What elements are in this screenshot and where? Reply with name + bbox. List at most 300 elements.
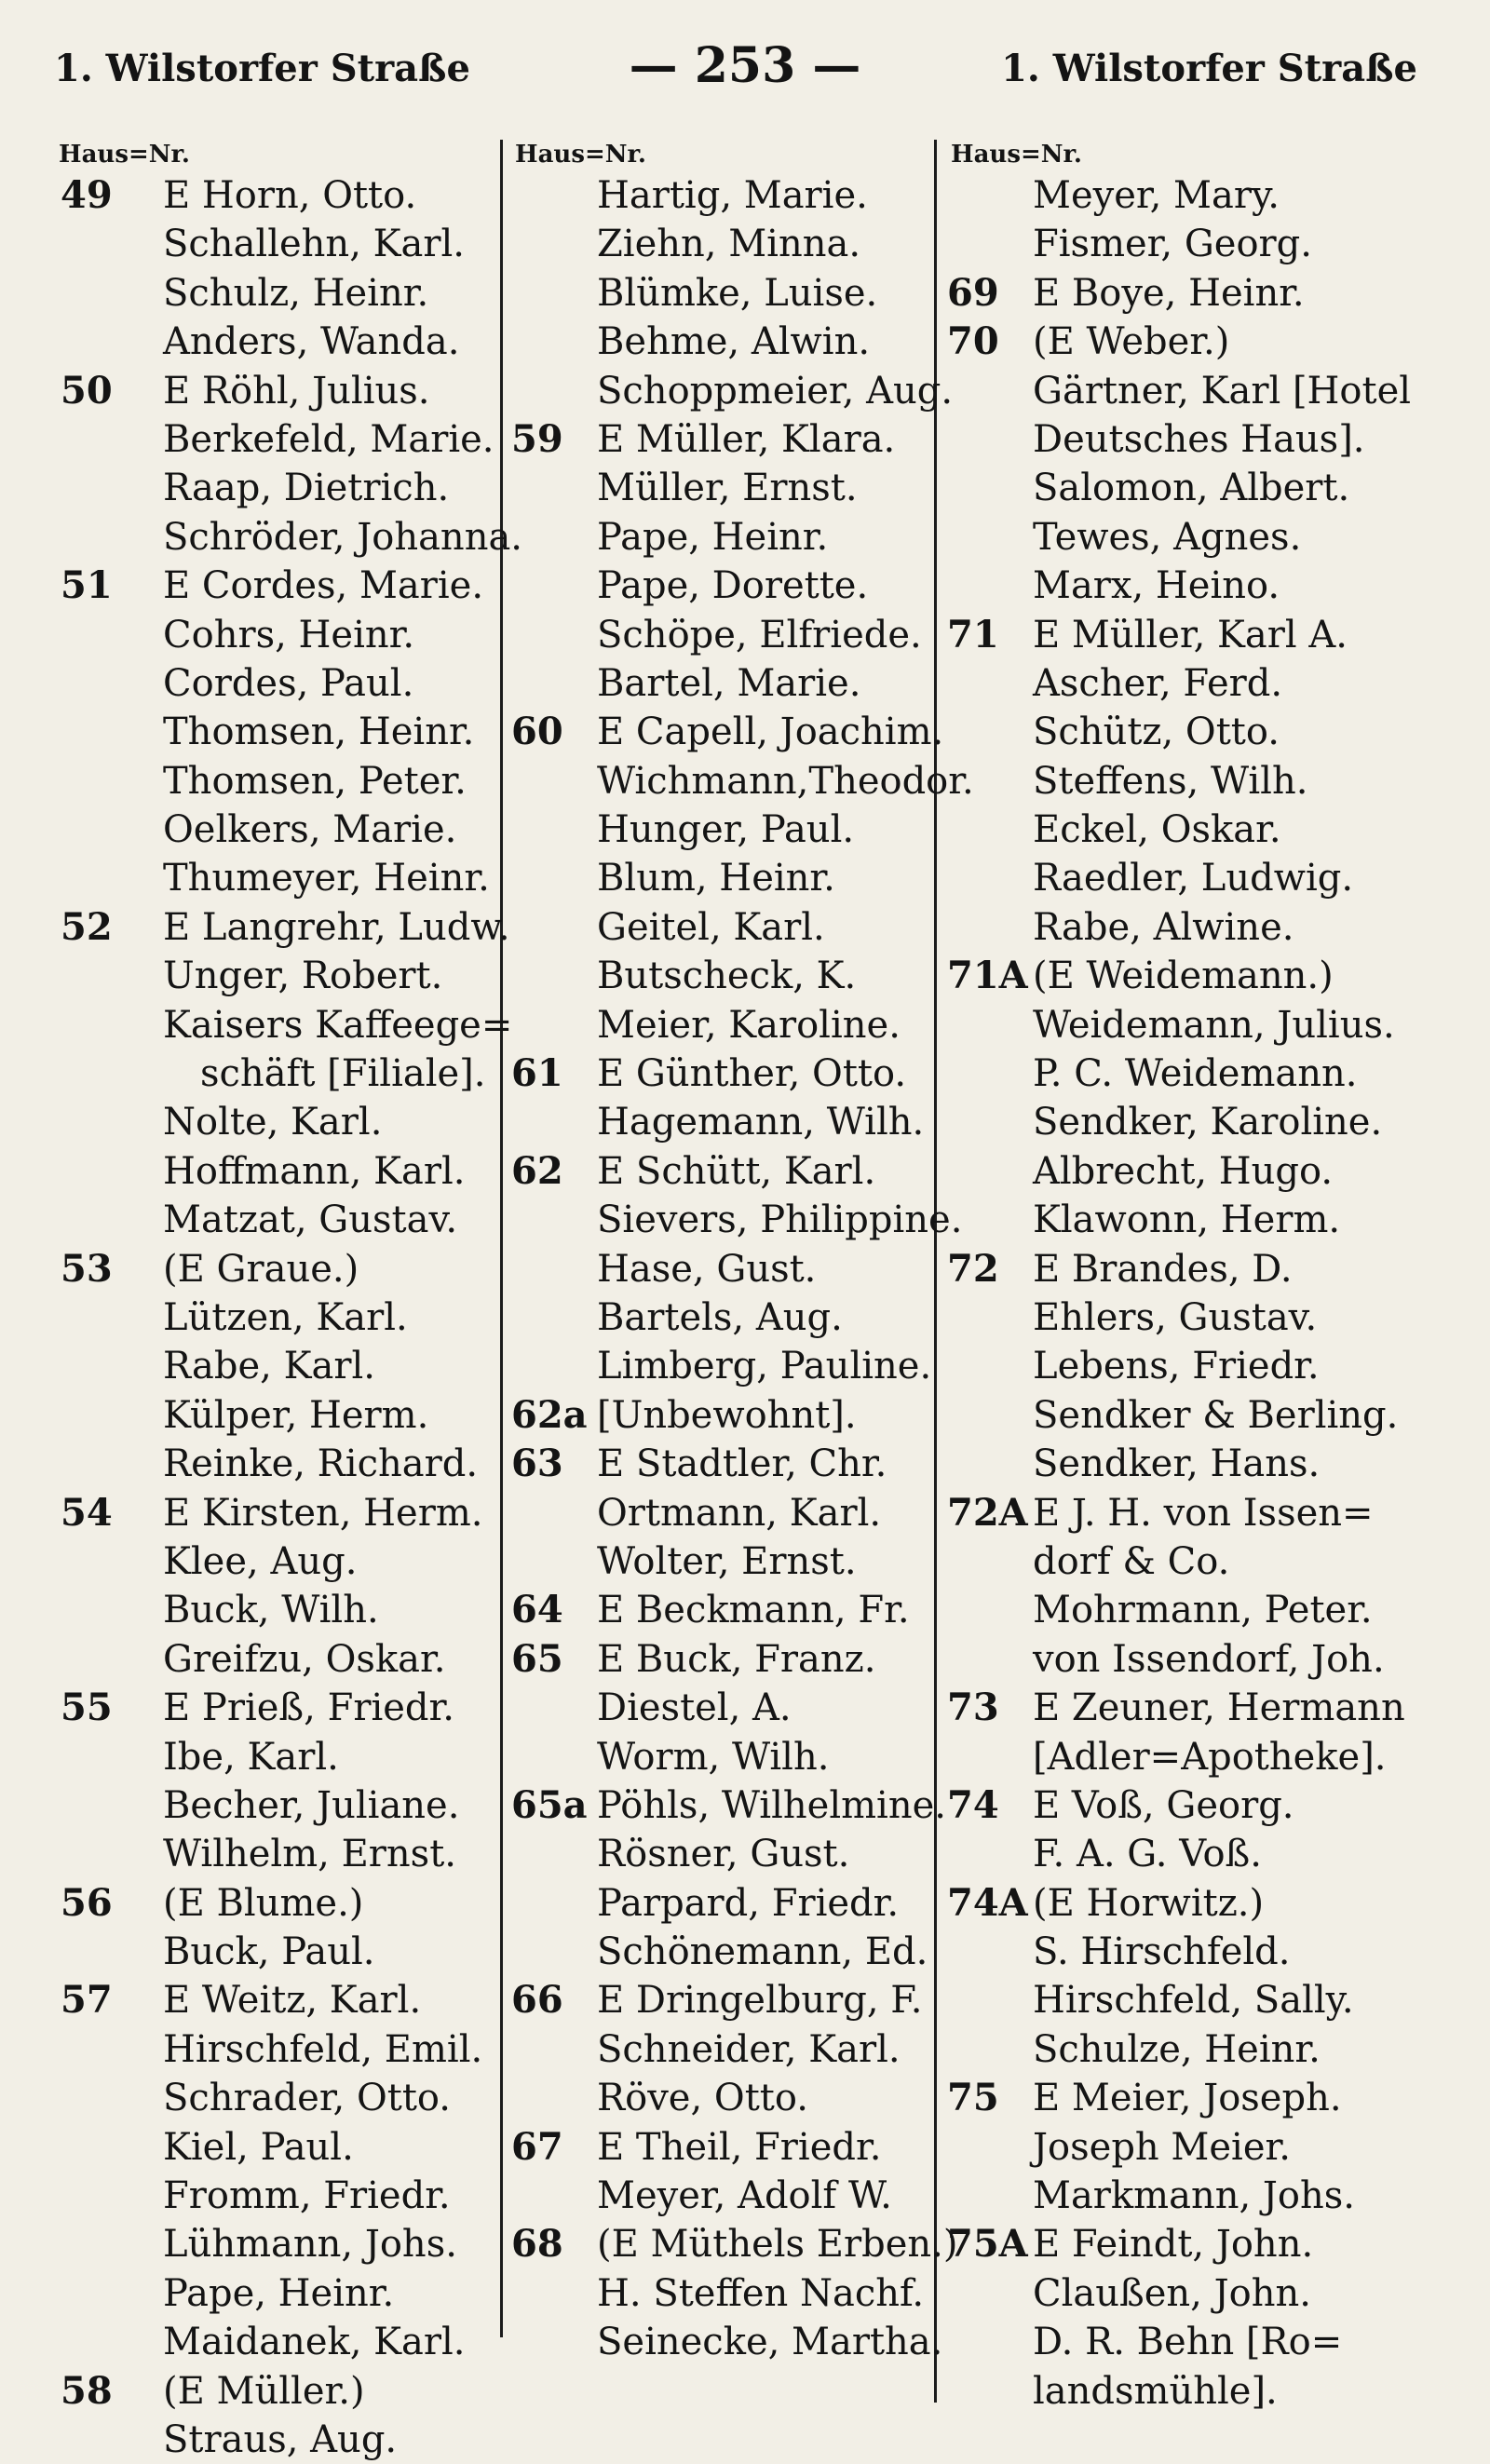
resident-name: Schröder, Johanna. <box>163 515 523 559</box>
directory-entry <box>943 1537 1465 1586</box>
house-number: 65a <box>511 1782 588 1827</box>
directory-entry <box>943 757 1465 806</box>
directory-entry <box>508 367 954 415</box>
directory-entry <box>51 1342 508 1390</box>
directory-entry <box>943 1830 1465 1878</box>
directory-entry <box>51 1245 508 1293</box>
directory-entry <box>943 1635 1465 1684</box>
house-number: 74 <box>947 1782 999 1827</box>
house-number: 56 <box>61 1880 113 1925</box>
resident-name: Meyer, Adolf W. <box>597 2174 892 2218</box>
directory-entry <box>51 903 508 952</box>
resident-name: Hirschfeld, Sally. <box>1033 1979 1354 2023</box>
resident-name: Marx, Heino. <box>1033 564 1280 608</box>
resident-name: Greifzu, Oskar. <box>163 1637 446 1681</box>
resident-name: E J. H. von Issen= <box>1033 1491 1374 1535</box>
resident-name: Oelkers, Marie. <box>163 808 457 852</box>
resident-name: Parpard, Friedr. <box>597 1881 900 1925</box>
house-number: 75 <box>947 2076 999 2120</box>
resident-name: Kaisers Kaffeege= <box>163 1003 513 1047</box>
directory-entry <box>51 659 508 708</box>
house-number: 61 <box>511 1051 563 1096</box>
directory-entry <box>943 1001 1465 1049</box>
resident-name: Tewes, Agnes. <box>1033 515 1302 559</box>
resident-name: Nolte, Karl. <box>163 1101 383 1144</box>
resident-name: E Schütt, Karl. <box>597 1149 876 1193</box>
resident-name: [Unbewohnt]. <box>597 1393 857 1437</box>
house-number: 67 <box>511 2124 563 2169</box>
resident-name: Berkefeld, Marie. <box>163 417 494 461</box>
directory-entry <box>943 1489 1465 1537</box>
resident-name: Eckel, Oskar. <box>1033 808 1281 852</box>
resident-name: E Theil, Friedr. <box>597 2125 882 2169</box>
house-number: 51 <box>61 563 113 608</box>
house-number: 68 <box>511 2222 563 2267</box>
directory-entry <box>508 1635 943 1684</box>
directory-entry <box>508 2074 943 2122</box>
house-number: 53 <box>61 1246 113 1291</box>
directory-entry <box>508 903 943 952</box>
resident-name: Meyer, Mary. <box>1033 174 1280 217</box>
resident-name: P. C. Weidemann. <box>1033 1052 1358 1096</box>
resident-name: (E Müller.) <box>163 2369 365 2413</box>
resident-name: Sendker, Karoline. <box>1033 1101 1383 1144</box>
directory-entry <box>508 952 943 1000</box>
resident-name: Sendker, Hans. <box>1033 1442 1321 1486</box>
resident-name: Reinke, Richard. <box>163 1442 479 1486</box>
directory-entry <box>943 2220 1465 2268</box>
directory-entry <box>943 1147 1465 1196</box>
directory-entry <box>508 2172 943 2220</box>
resident-name: Ortmann, Karl. <box>597 1491 882 1535</box>
resident-name: E Beckmann, Fr. <box>597 1589 910 1632</box>
directory-entry <box>943 1879 1465 1928</box>
directory-entry <box>51 2074 508 2122</box>
directory-entry <box>51 1001 513 1049</box>
directory-entry <box>51 318 508 366</box>
resident-name: Thomsen, Heinr. <box>163 711 475 754</box>
directory-entry <box>943 1781 1465 1830</box>
resident-name: (E Weidemann.) <box>1033 954 1334 998</box>
directory-entry <box>51 1879 508 1928</box>
resident-name: Ehlers, Gustav. <box>1033 1295 1318 1339</box>
resident-name: Deutsches Haus]. <box>1033 417 1365 461</box>
resident-name: Thomsen, Peter. <box>163 759 467 803</box>
directory-entry <box>508 1293 943 1342</box>
directory-entry <box>943 854 1465 902</box>
house-number: 70 <box>947 319 999 364</box>
resident-name: Butscheck, K. <box>597 954 857 998</box>
column-heading: Haus=Nr. <box>59 141 190 169</box>
directory-entry <box>943 1733 1465 1781</box>
resident-name: Rösner, Gust. <box>597 1833 850 1876</box>
directory-entry <box>508 2220 958 2268</box>
resident-name: schäft [Filiale]. <box>200 1052 486 1096</box>
resident-name: E Prieß, Friedr. <box>163 1686 454 1730</box>
directory-entry <box>943 1440 1465 1488</box>
resident-name: Sievers, Philippine. <box>597 1198 963 1242</box>
resident-name: Pape, Dorette. <box>597 564 869 608</box>
directory-entry <box>508 1976 943 2024</box>
resident-name: Geitel, Karl. <box>597 905 825 949</box>
resident-name: Buck, Wilh. <box>163 1589 379 1632</box>
house-number: 62 <box>511 1148 563 1193</box>
directory-entry <box>51 513 523 562</box>
directory-entry <box>943 269 1465 318</box>
directory-entry <box>51 1781 508 1830</box>
directory-entry <box>943 2318 1465 2366</box>
column-heading: Haus=Nr. <box>515 141 646 169</box>
directory-entry <box>51 1049 508 1098</box>
resident-name: Schulze, Heinr. <box>1033 2027 1321 2071</box>
resident-name: Fismer, Georg. <box>1033 223 1312 266</box>
resident-name: Matzat, Gustav. <box>163 1198 458 1242</box>
directory-entry <box>508 708 943 756</box>
directory-entry <box>51 1928 508 1976</box>
resident-name: Sendker & Berling. <box>1033 1393 1399 1437</box>
directory-entry <box>943 2025 1465 2074</box>
directory-entry <box>51 1830 508 1878</box>
directory-entry <box>51 269 508 318</box>
resident-name: Wolter, Ernst. <box>597 1539 857 1583</box>
directory-entry <box>51 1586 508 1634</box>
directory-entry <box>943 1293 1465 1342</box>
directory-entry <box>508 318 943 366</box>
resident-name: Seinecke, Martha. <box>597 2321 943 2364</box>
resident-name: Albrecht, Hugo. <box>1033 1149 1334 1193</box>
directory-entry <box>51 2123 508 2172</box>
house-number: 60 <box>511 710 563 754</box>
directory-entry <box>51 415 508 464</box>
directory-entry <box>508 611 943 659</box>
resident-name: Lühmann, Johs. <box>163 2223 457 2267</box>
column-heading: Haus=Nr. <box>951 141 1082 169</box>
directory-entry <box>51 2318 508 2366</box>
resident-name: E Müller, Klara. <box>597 417 896 461</box>
directory-entry <box>943 367 1465 415</box>
resident-name: E Langrehr, Ludw. <box>163 905 510 949</box>
resident-name: Limberg, Pauline. <box>597 1345 932 1388</box>
directory-entry <box>943 464 1465 512</box>
resident-name: Unger, Robert. <box>163 954 443 998</box>
resident-name: Pape, Heinr. <box>163 2271 395 2315</box>
resident-name: E Capell, Joachim. <box>597 711 944 754</box>
directory-entry <box>51 854 508 902</box>
resident-name: landsmühle]. <box>1033 2369 1278 2413</box>
house-number: 71A <box>947 954 1028 998</box>
directory-entry <box>51 171 508 220</box>
directory-entry <box>943 1049 1465 1098</box>
resident-name: Behme, Alwin. <box>597 320 871 364</box>
resident-name: Müller, Ernst. <box>597 467 858 510</box>
resident-name: von Issendorf, Joh. <box>1033 1637 1385 1681</box>
directory-entry <box>943 220 1465 268</box>
resident-name: H. Steffen Nachf. <box>597 2271 925 2315</box>
resident-name: E Horn, Otto. <box>163 174 417 217</box>
directory-entry <box>51 1733 508 1781</box>
resident-name: Raedler, Ludwig. <box>1033 857 1354 900</box>
directory-entry <box>943 1098 1465 1146</box>
page-number: — 253 — <box>629 37 861 94</box>
resident-name: Hase, Gust. <box>597 1247 817 1291</box>
directory-entry <box>943 806 1465 854</box>
resident-name: Schönemann, Ed. <box>597 1930 928 1974</box>
resident-name: Pape, Heinr. <box>597 515 829 559</box>
resident-name: Lebens, Friedr. <box>1033 1345 1320 1388</box>
resident-name: E Meier, Joseph. <box>1033 2077 1342 2120</box>
directory-entry <box>51 367 508 415</box>
resident-name: S. Hirschfeld. <box>1033 1930 1291 1974</box>
directory-entry <box>508 2123 943 2172</box>
resident-name: (E Graue.) <box>163 1247 359 1291</box>
directory-entry <box>943 952 1465 1000</box>
directory-entry <box>508 562 943 610</box>
house-number: 57 <box>61 1978 113 2023</box>
directory-entry <box>508 1049 943 1098</box>
directory-entry <box>943 2172 1465 2220</box>
directory-entry <box>508 1830 943 1878</box>
directory-entry <box>508 1586 943 1634</box>
directory-entry <box>943 318 1465 366</box>
directory-entry <box>51 1391 508 1440</box>
directory-entry <box>943 2269 1465 2318</box>
directory-entry <box>508 806 943 854</box>
resident-name: Wichmann,Theodor. <box>597 759 974 803</box>
directory-entry <box>943 611 1465 659</box>
resident-name: Hartig, Marie. <box>597 174 868 217</box>
directory-entry <box>508 1391 943 1440</box>
directory-entry <box>508 659 943 708</box>
directory-entry <box>943 562 1465 610</box>
resident-name: Schulz, Heinr. <box>163 271 429 315</box>
directory-entry <box>51 1098 508 1146</box>
resident-name: Hoffmann, Karl. <box>163 1149 466 1193</box>
directory-entry <box>51 952 508 1000</box>
house-number: 69 <box>947 270 999 315</box>
resident-name: (E Horwitz.) <box>1033 1881 1265 1925</box>
directory-entry <box>508 220 943 268</box>
directory-entry <box>508 1342 943 1390</box>
resident-name: dorf & Co. <box>1033 1539 1230 1583</box>
directory-entry <box>508 1684 943 1732</box>
resident-name: (E Müthels Erben.) <box>597 2223 958 2267</box>
directory-entry <box>51 1684 508 1732</box>
house-number: 66 <box>511 1978 563 2023</box>
directory-entry <box>508 854 943 902</box>
resident-name: Meier, Karoline. <box>597 1003 901 1047</box>
directory-entry <box>943 1928 1465 1976</box>
resident-name: Cordes, Paul. <box>163 661 414 705</box>
resident-name: Pöhls, Wilhelmine. <box>597 1783 946 1827</box>
directory-entry <box>508 1928 943 1976</box>
directory-entry <box>508 1098 943 1146</box>
directory-entry <box>51 2416 508 2464</box>
resident-name: Maidanek, Karl. <box>163 2321 466 2364</box>
resident-name: E Dringelburg, F. <box>597 1979 923 2023</box>
resident-name: E Feindt, John. <box>1033 2223 1314 2267</box>
resident-name: Steffens, Wilh. <box>1033 759 1308 803</box>
directory-entry <box>508 171 943 220</box>
resident-name: [Adler=Apotheke]. <box>1033 1735 1387 1779</box>
directory-entry <box>51 1537 508 1586</box>
house-number: 49 <box>61 173 113 217</box>
resident-name: E Müller, Karl A. <box>1033 613 1348 657</box>
directory-entry <box>51 2367 508 2416</box>
resident-name: E Voß, Georg. <box>1033 1783 1294 1827</box>
directory-entry <box>943 1196 1465 1244</box>
resident-name: E Buck, Franz. <box>597 1637 876 1681</box>
house-number: 63 <box>511 1442 563 1486</box>
directory-entry <box>508 464 943 512</box>
resident-name: Schöpe, Elfriede. <box>597 613 922 657</box>
directory-entry <box>943 903 1465 952</box>
directory-entry <box>51 1489 508 1537</box>
resident-name: Anders, Wanda. <box>163 320 460 364</box>
resident-name: E Brandes, D. <box>1033 1247 1293 1291</box>
house-number: 65 <box>511 1636 563 1681</box>
directory-entry <box>508 415 943 464</box>
address-column-1 <box>51 138 523 2464</box>
directory-entry <box>943 2123 1465 2172</box>
directory-entry <box>51 1635 508 1684</box>
directory-entry <box>51 806 508 854</box>
resident-name: Rabe, Alwine. <box>1033 905 1294 949</box>
resident-name: Bartel, Marie. <box>597 661 861 705</box>
directory-entry <box>508 1733 943 1781</box>
resident-name: Schütz, Otto. <box>1033 711 1280 754</box>
directory-entry <box>51 2172 508 2220</box>
resident-name: Mohrmann, Peter. <box>1033 1589 1373 1632</box>
resident-name: Becher, Juliane. <box>163 1783 460 1827</box>
directory-entry <box>508 2318 943 2366</box>
directory-entry <box>943 1684 1465 1732</box>
resident-name: Ziehn, Minna. <box>597 223 861 266</box>
house-number: 55 <box>61 1686 113 1730</box>
resident-name: Bartels, Aug. <box>597 1295 843 1339</box>
directory-entry <box>508 1781 946 1830</box>
resident-name: Schoppmeier, Aug. <box>597 369 954 413</box>
directory-entry <box>943 171 1465 220</box>
directory-entry <box>943 708 1465 756</box>
resident-name: E Cordes, Marie. <box>163 564 484 608</box>
resident-name: E Stadtler, Chr. <box>597 1442 887 1486</box>
resident-name: Blümke, Luise. <box>597 271 878 315</box>
house-number: 59 <box>511 416 563 461</box>
directory-entry <box>51 2025 508 2074</box>
resident-name: Külper, Herm. <box>163 1393 429 1437</box>
resident-name: Gärtner, Karl [Hotel <box>1033 369 1412 413</box>
resident-name: Ascher, Ferd. <box>1033 661 1283 705</box>
resident-name: Raap, Dietrich. <box>163 467 450 510</box>
resident-name: Diestel, A. <box>597 1686 792 1730</box>
resident-name: Schneider, Karl. <box>597 2027 901 2071</box>
directory-entry <box>943 415 1465 464</box>
directory-entry <box>508 2025 943 2074</box>
directory-entry <box>51 2269 508 2318</box>
resident-name: Blum, Heinr. <box>597 857 835 900</box>
directory-entry <box>508 1001 943 1049</box>
resident-name: Markmann, Johs. <box>1033 2174 1356 2218</box>
resident-name: E Kirsten, Herm. <box>163 1491 483 1535</box>
directory-entry <box>51 611 508 659</box>
directory-entry <box>508 1196 963 1244</box>
resident-name: E Boye, Heinr. <box>1033 271 1305 315</box>
resident-name: Salomon, Albert. <box>1033 467 1350 510</box>
directory-entry <box>51 2220 508 2268</box>
resident-name: E Weitz, Karl. <box>163 1979 422 2023</box>
resident-name: Buck, Paul. <box>163 1930 375 1974</box>
directory-entry <box>51 1293 508 1342</box>
directory-entry <box>943 513 1465 562</box>
directory-entry <box>51 757 508 806</box>
house-number: 73 <box>947 1686 999 1730</box>
resident-name: Schrader, Otto. <box>163 2077 452 2120</box>
house-number: 74A <box>947 1880 1028 1925</box>
resident-name: Lützen, Karl. <box>163 1295 408 1339</box>
resident-name: Hagemann, Wilh. <box>597 1101 925 1144</box>
resident-name: E Röhl, Julius. <box>163 369 430 413</box>
resident-name: Röve, Otto. <box>597 2077 808 2120</box>
resident-name: Klawonn, Herm. <box>1033 1198 1341 1242</box>
directory-entry <box>508 269 943 318</box>
resident-name: Ibe, Karl. <box>163 1735 339 1779</box>
house-number: 75A <box>947 2222 1028 2267</box>
resident-name: (E Weber.) <box>1033 320 1230 364</box>
directory-entry <box>51 562 508 610</box>
resident-name: Kiel, Paul. <box>163 2125 354 2169</box>
resident-name: Thumeyer, Heinr. <box>163 857 490 900</box>
directory-entry <box>508 513 943 562</box>
resident-name: Hunger, Paul. <box>597 808 855 852</box>
resident-name: Worm, Wilh. <box>597 1735 830 1779</box>
house-number: 72A <box>947 1490 1028 1535</box>
directory-entry <box>51 220 508 268</box>
house-number: 58 <box>61 2368 113 2413</box>
house-number: 64 <box>511 1588 563 1632</box>
directory-entry <box>51 708 508 756</box>
resident-name: Weidemann, Julius. <box>1033 1003 1395 1047</box>
running-header-right: 1. Wilstorfer Straße <box>1001 47 1417 90</box>
resident-name: Klee, Aug. <box>163 1539 358 1583</box>
directory-entry <box>508 1489 943 1537</box>
directory-entry <box>943 1245 1465 1293</box>
resident-name: Hirschfeld, Emil. <box>163 2027 483 2071</box>
resident-name: Wilhelm, Ernst. <box>163 1833 456 1876</box>
directory-entry <box>508 757 974 806</box>
directory-entry <box>508 1440 943 1488</box>
resident-name: (E Blume.) <box>163 1881 364 1925</box>
directory-entry <box>51 464 508 512</box>
directory-entry <box>508 1879 943 1928</box>
directory-entry <box>943 1586 1465 1634</box>
resident-name: Claußen, John. <box>1033 2271 1311 2315</box>
resident-name: Joseph Meier. <box>1033 2125 1291 2169</box>
house-number: 54 <box>61 1490 113 1535</box>
directory-entry <box>508 1537 943 1586</box>
directory-entry <box>943 1976 1465 2024</box>
resident-name: F. A. G. Voß. <box>1033 1833 1262 1876</box>
resident-name: Cohrs, Heinr. <box>163 613 415 657</box>
directory-entry <box>508 1147 943 1196</box>
resident-name: Schallehn, Karl. <box>163 223 465 266</box>
resident-name: E Zeuner, Hermann <box>1033 1686 1405 1730</box>
directory-entry <box>508 1245 943 1293</box>
resident-name: Fromm, Friedr. <box>163 2174 451 2218</box>
directory-entry <box>51 1440 508 1488</box>
directory-entry <box>943 2367 1465 2416</box>
directory-entry <box>943 659 1465 708</box>
address-column-3 <box>943 138 1465 2416</box>
